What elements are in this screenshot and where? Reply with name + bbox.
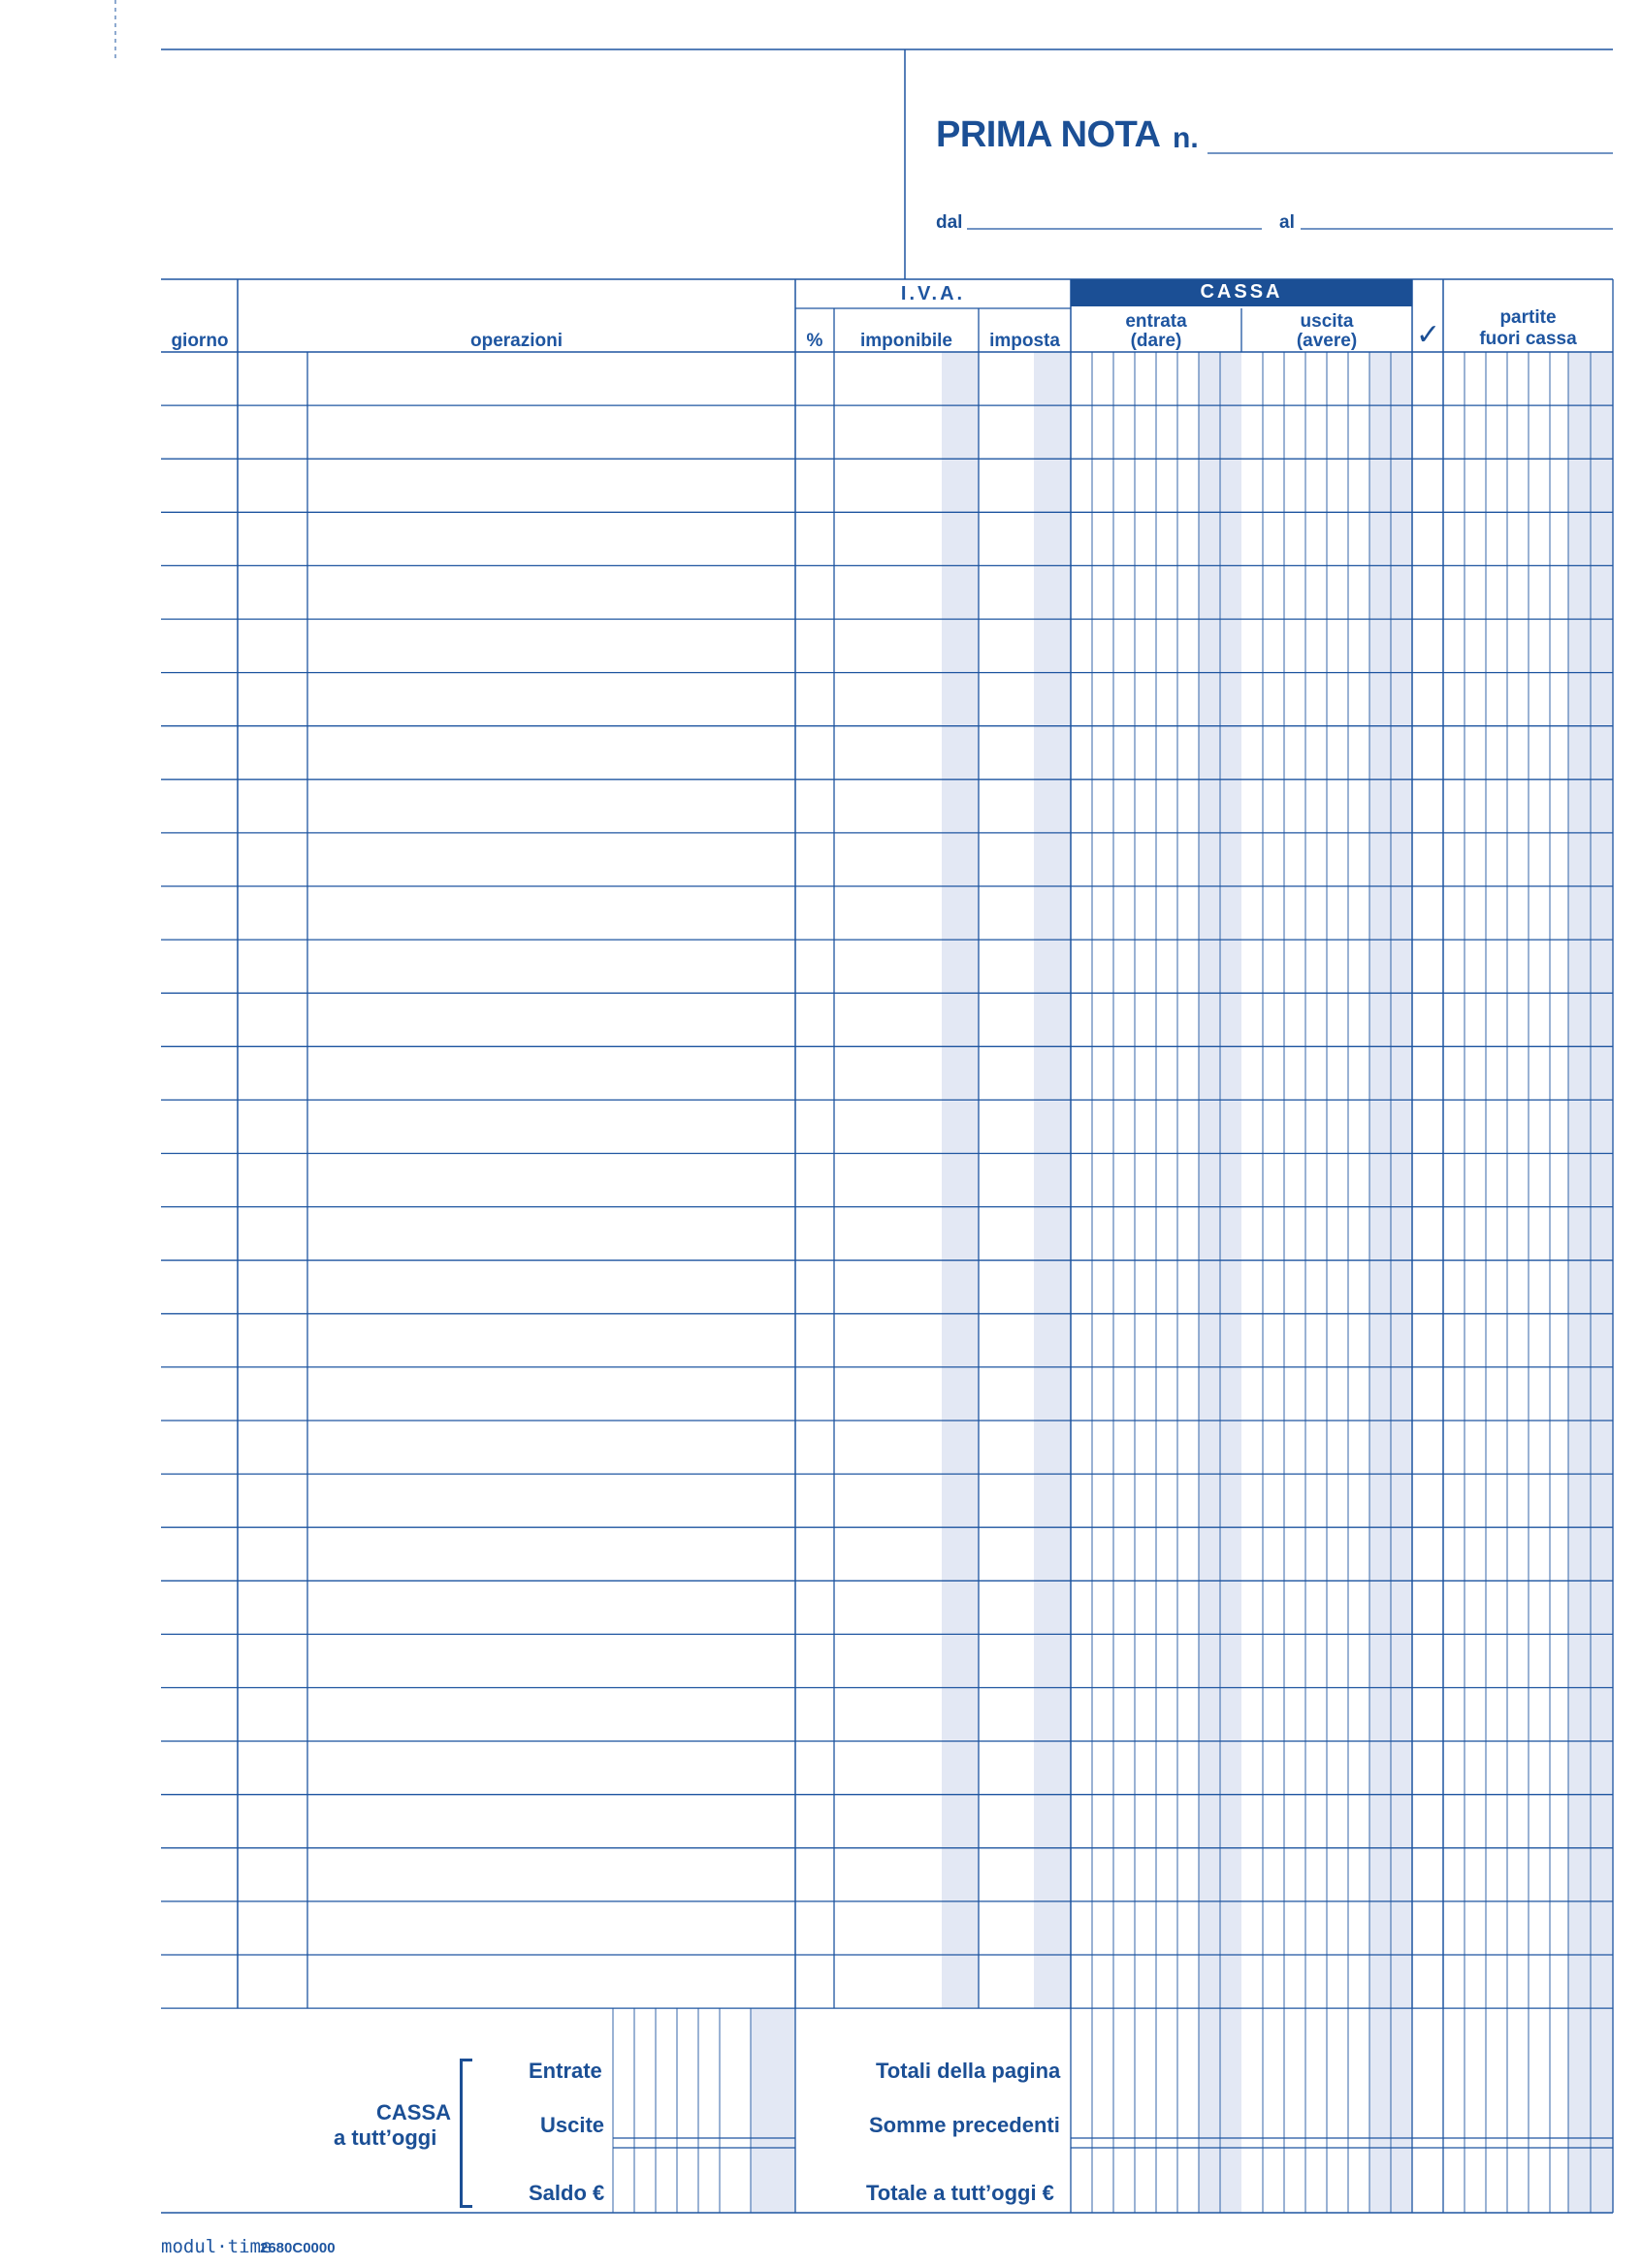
form-number-label: n. [1173,122,1199,154]
col-header-entrata-dare: (dare) [1130,331,1182,351]
col-header-partite: partite [1499,307,1557,328]
col-header-uscita: uscita [1300,311,1354,332]
col-header-imponibile: imponibile [860,331,952,351]
col-header-uscita-avere: (avere) [1296,331,1358,351]
product-code: 2680C0000 [260,2240,336,2256]
footer-totali-pagina-label: Totali della pagina [876,2059,1061,2083]
cassa-bracket [460,2059,472,2208]
check-mark-icon: ✓ [1416,319,1441,351]
imponibile-decimal-shade [942,352,979,2008]
col-header-giorno: giorno [171,331,229,351]
imposta-decimal-shade [1034,352,1071,2008]
footer-totale-oggi-label: Totale a tutt’oggi € [866,2181,1054,2205]
footer-cassa-decimal-shade [751,2008,795,2213]
footer-saldo-label: Saldo € [529,2181,605,2205]
footer-cassa-label-2: a tutt’oggi [334,2125,437,2150]
footer-entrate-label: Entrate [529,2059,602,2083]
footer-cassa-label: CASSA [376,2100,452,2124]
col-header-percent: % [806,331,823,351]
to-date-label: al [1279,212,1295,233]
brand-logo: modul·time [161,2236,273,2257]
from-date-label: dal [936,212,963,233]
col-header-entrata: entrata [1125,311,1187,332]
col-header-iva: I.V.A. [900,283,966,304]
col-header-operazioni: operazioni [469,331,563,351]
footer-somme-precedenti-label: Somme precedenti [869,2113,1060,2137]
footer-uscite-label: Uscite [540,2113,605,2137]
col-header-imposta: imposta [989,331,1060,351]
form-title: PRIMA NOTA [936,114,1161,155]
col-header-cassa: CASSA [1071,279,1412,306]
col-header-fuori-cassa: fuori cassa [1479,329,1577,349]
